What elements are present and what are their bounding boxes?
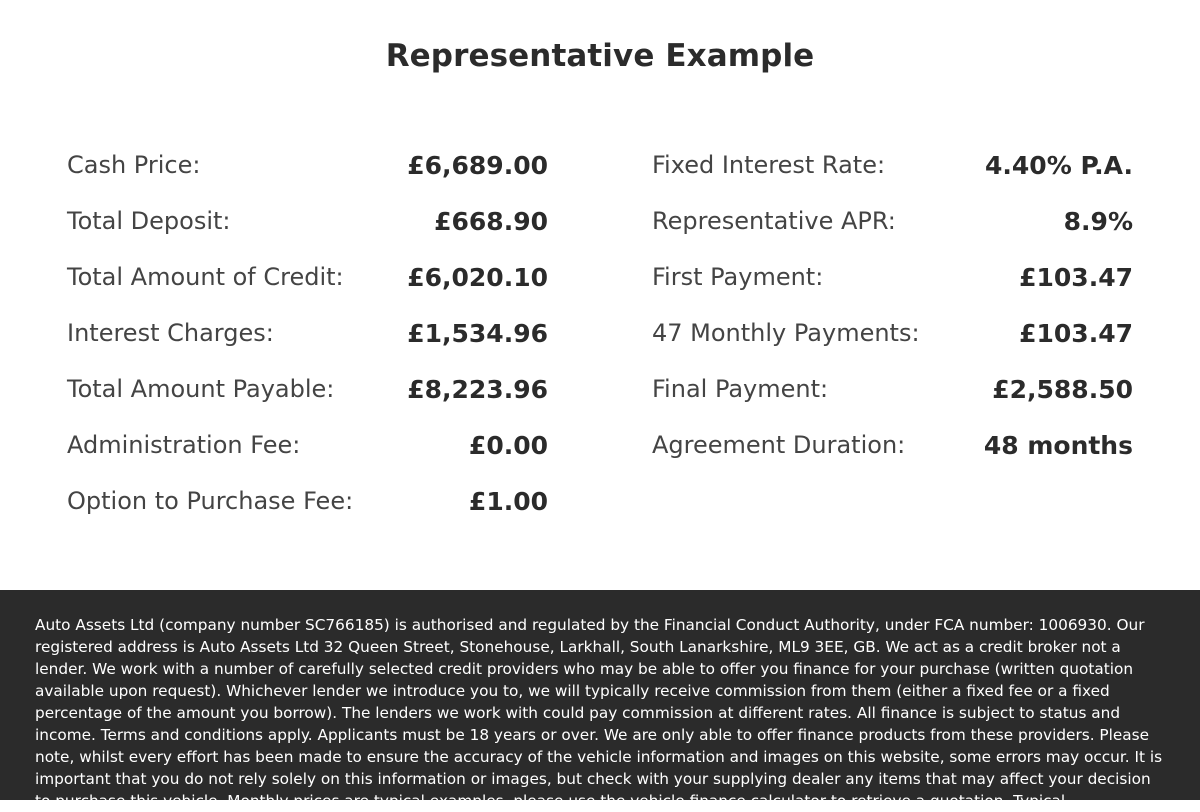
finance-row-interest-charges bbox=[67, 305, 548, 361]
footer-disclaimer-text: Auto Assets Ltd (company number SC766185) is authorised and regulated by the Financial Conduct Authority, under FCA number: 1006930. Our registered address is Auto Assets Ltd 32 Queen Street, Stonehouse, Larkhall, South Lanarkshire, ML9 3EE, GB. We act as a credit broker not a lender. We work with a number of carefully selected credit providers who may be able to offer you finance for your purchase (written quotation available upon request). Whichever lender we introduce you to, we will typically receive commission from them (either a fixed fee or a fixed percentage of the amount you borrow). The lenders we work with could pay commission at different rates. All finance is subject to status and income. Terms and conditions apply. Applicants must be 18 years or over. We are only able to offer finance products from these providers. Please note, whilst every effort has been made to ensure the accuracy of the vehicle information and images on this website, some errors may occur. It is important that you do not rely solely on this information or images, but check with your supplying dealer any items that may affect your decision to purchase this vehicle. Monthly prices are typical examples, please use the vehicle finance calculator to retrieve a quotation. Typical bbox=[35, 616, 1163, 810]
finance-value: £2,588.50 bbox=[992, 374, 1133, 404]
finance-row-agreement-duration bbox=[652, 417, 1133, 473]
finance-value: 8.9% bbox=[1063, 206, 1133, 236]
finance-label: Representative APR: bbox=[652, 207, 896, 235]
footer-disclaimer-panel bbox=[0, 590, 1200, 810]
finance-row-total-amount-payable bbox=[67, 361, 548, 417]
finance-row-representative-apr bbox=[652, 193, 1133, 249]
finance-row-cash-price bbox=[67, 137, 548, 193]
finance-value: £1,534.96 bbox=[407, 318, 548, 348]
finance-value: £6,689.00 bbox=[407, 150, 548, 180]
finance-value: £8,223.96 bbox=[407, 374, 548, 404]
finance-row-administration-fee bbox=[67, 417, 548, 473]
finance-value: £103.47 bbox=[1019, 318, 1133, 348]
finance-label: Agreement Duration: bbox=[652, 431, 906, 459]
finance-label: First Payment: bbox=[652, 263, 824, 291]
finance-row-fixed-interest-rate bbox=[652, 137, 1133, 193]
finance-label: Interest Charges: bbox=[67, 319, 274, 347]
finance-value: 4.40% P.A. bbox=[985, 150, 1133, 180]
finance-value: 48 months bbox=[983, 430, 1133, 460]
finance-value: £668.90 bbox=[434, 206, 548, 236]
finance-value: £1.00 bbox=[468, 486, 548, 516]
finance-value: £6,020.10 bbox=[407, 262, 548, 292]
finance-value: £0.00 bbox=[468, 430, 548, 460]
finance-label: Administration Fee: bbox=[67, 431, 301, 459]
finance-row-total-deposit bbox=[67, 193, 548, 249]
finance-label: 47 Monthly Payments: bbox=[652, 319, 920, 347]
page-title: Representative Example bbox=[385, 38, 815, 74]
finance-row-first-payment bbox=[652, 249, 1133, 305]
finance-value: £103.47 bbox=[1019, 262, 1133, 292]
finance-label: Final Payment: bbox=[652, 375, 829, 403]
finance-column-left bbox=[67, 137, 548, 529]
finance-row-total-amount-of-credit bbox=[67, 249, 548, 305]
finance-row-option-to-purchase-fee bbox=[67, 473, 548, 529]
finance-row-final-payment bbox=[652, 361, 1133, 417]
finance-label: Total Deposit: bbox=[67, 207, 231, 235]
finance-label: Total Amount Payable: bbox=[67, 375, 335, 403]
finance-column-right bbox=[652, 137, 1133, 473]
finance-label: Fixed Interest Rate: bbox=[652, 151, 886, 179]
finance-label: Total Amount of Credit: bbox=[67, 263, 344, 291]
finance-label: Option to Purchase Fee: bbox=[67, 487, 354, 515]
finance-row-monthly-payments bbox=[652, 305, 1133, 361]
finance-label: Cash Price: bbox=[67, 151, 201, 179]
